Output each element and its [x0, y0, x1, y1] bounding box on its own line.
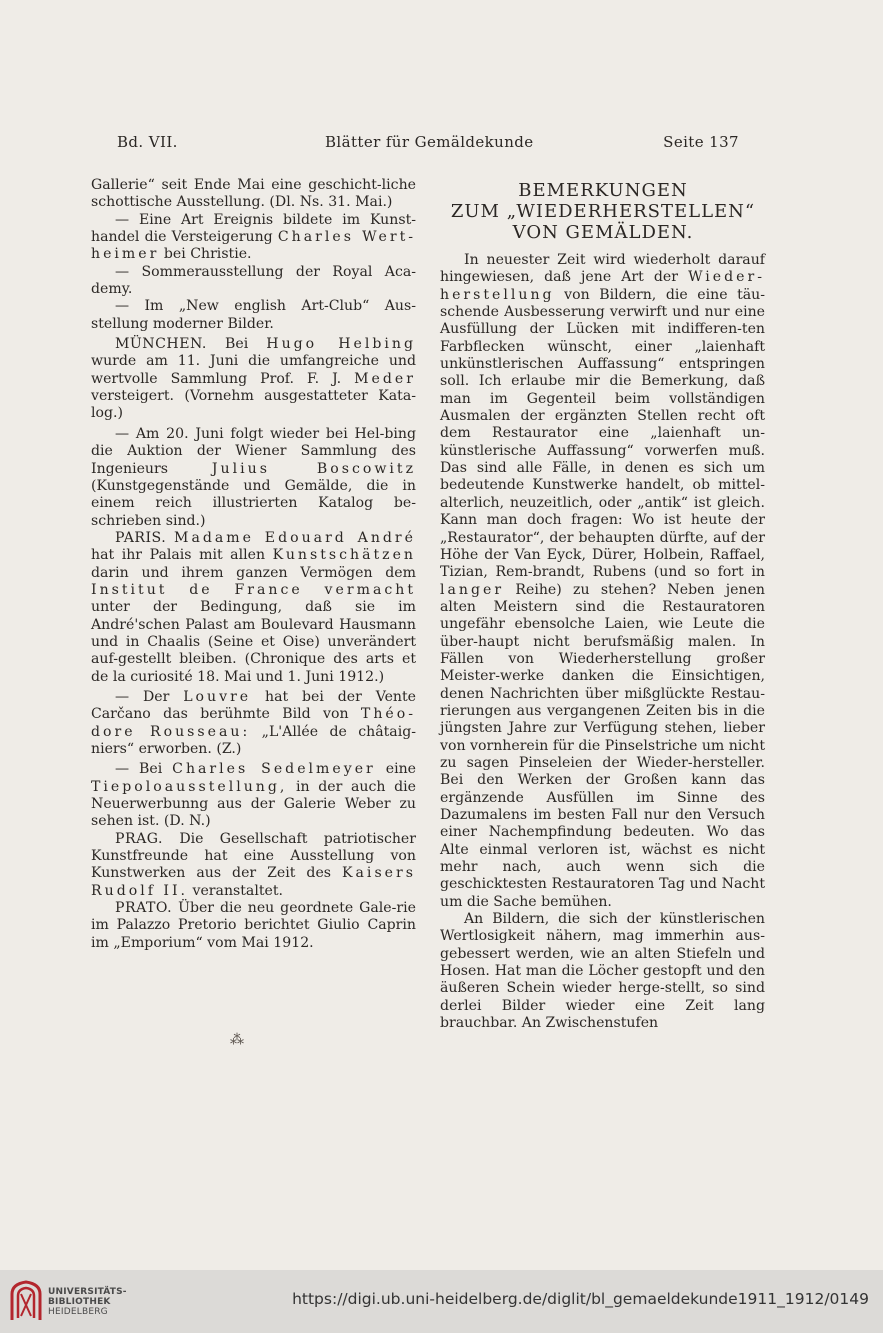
paragraph-restoration: In neuester Zeit wird wiederholt darauf hingewiesen, daß jene Art der Wieder-herstellung von Bildern, die eine täu-schende Ausbesserung verwirft und nur eine Ausfüllung der Lücken mit indifferen-ten Farbflecken wünscht, einer „laienhaft unkünstlerischen Auffassung“ entspringen soll. Ich erlaube mir die Bemerkung, daß man im Gegenteil beim vollständigen Ausmalen der ergänzten Stellen recht oft dem Restaurator eine „laienhaft un-künstlerische Auffassung“ vorwerfen muß. Das sind alle Fälle, in denen es sich um bedeutende Kunstwerke handelt, ob mittel-alterlich, neuzeitlich, oder „antik“ ist gleich. Kann man doch fragen: Wo ist heute der „Restaurator“, der behaupten dürfte, auf der Höhe der Van Eyck, Dürer, Holbein, Raffael, Tizian, Rem-brandt, Rubens (und so fort in langer Reihe) zu stehen? Neben jenen alten Meistern sind die Restauratoren ungefähr ebensolche Laien, wie Leute die über-haupt nicht berufsmäßig malen. In Fällen von Wiederherstellung großer Meister-werke danken die Einsichtigen, denen Nachrichten über mißglückte Restau-rierungen aus vergangenen Zeiten bis in die jüngsten Jahre zur Verfügung stehen, lieber von vornherein für die Pinselstriche um nicht zu sagen Pinseleien der Wieder-hersteller. Bei den Werken der Großen kann das ergänzende Ausfüllen im Sinne des Dazumalens im besten Fall nur den Versuch einer Nachempfindung bedeuten. Wo das Alte einmal verloren ist, wächst es nicht mehr nach, auch wenn sich die geschicktesten Restauratoren Tag und Nacht um die Sache bemühen. — [440, 252, 766, 910]
name-louvre: Louvre — [183, 688, 252, 705]
city-paris: PARIS. — [115, 529, 167, 546]
paragraph-boscowitz: — Am 20. Juni folgt wieder bei Hel-bing die Auktion der Wiener Sammlung des Ingenieurs Julius Boscowitz (Kunstgegenstände und Gemälde, die in einem reich illustrierten Katalog be-schrieben sind.) — [91, 425, 416, 529]
name-andre: Madame Edouard André — [174, 529, 417, 546]
paragraph-royal-academy: — Sommerausstellung der Royal Aca-demy. — [91, 263, 416, 298]
heidelberg-library-logo-icon — [9, 1280, 43, 1322]
heading-line-1: BEMERKUNGEN — [518, 180, 688, 201]
city-prato: PRATO. — [115, 900, 173, 917]
name-tiepolo: Tiepoloausstellung, — [91, 778, 288, 795]
paragraph-paris: PARIS. Madame Edouard André hat ihr Palais mit allen Kunstschätzen darin und ihrem ganzen Vermögen dem Institut de France vermacht unter der Bedingung, daß sie im André'schen Palast am Boulevard Hausmann und in Chaalis (Seine et Oise) unverändert auf-gestellt bleiben. (Chronique des arts et de la curiosité 18. Mai und 1. Juni 1912.) — [91, 529, 417, 685]
paragraph-art-club: — Im „New english Art-Club“ Aus-stellung moderner Bilder. — [91, 298, 416, 332]
right-column — [440, 252, 765, 1032]
library-name: UNIVERSITÄTS- BIBLIOTHEK HEIDELBERG — [48, 1287, 127, 1317]
heading-line-2: ZUM „WIEDERHERSTELLEN“ — [450, 201, 756, 222]
permalink-url[interactable]: https://digi.ub.uni-heidelberg.de/diglit/bl_gemaeldekunde1911_1912/0149 — [292, 1290, 869, 1308]
paragraph-gallery: Gallerie“ seit Ende Mai eine geschicht-liche schottische Ausstellung. (Dl. Ns. 31. Mai.) — [91, 177, 416, 211]
paragraph-worthless-pictures: An Bildern, die sich der künstlerischen Wertlosigkeit nähern, mag immerhin aus-gebessert werden, wie an alten Stiefeln und Hosen. Hat man die Löcher gestopft und den äußeren Schein wieder herge-stellt, so sind derlei Bilder wieder eine Zeit lang brauchbar. An Zwischenstufen — [440, 911, 765, 1032]
paragraph-wertheimer: — Eine Art Ereignis bildete im Kunst-handel die Versteigerung Charles Wert-heimer bei Christie. — [91, 211, 416, 263]
name-helbing: Hugo Helbing — [266, 336, 417, 353]
name-rousseau: Théo-dore Rousseau: — [91, 706, 416, 740]
page-number: Seite 137 — [663, 133, 739, 151]
name-rudolf: Kaisers Rudolf II. — [91, 865, 416, 899]
paragraph-prag: PRAG. Die Gesellschaft patriotischer Kunstfreunde hat eine Ausstellung von Kunstwerken aus der Zeit des Kaisers Rudolf II. veranstaltet. — [91, 830, 416, 899]
paragraph-sedelmeyer: — Bei Charles Sedelmeyer eine Tiepoloausstellung, in der auch die Neuerwerbunng aus der Galerie Weber zu sehen ist. (D. N.) — [91, 761, 417, 830]
paragraph-muenchen: MÜNCHEN. Bei Hugo Helbing wurde am 11. Juni die umfangreiche und wertvolle Sammlung Prof. F. J. Meder versteigert. (Vornehm ausgestatteter Kata-log.) — [91, 336, 417, 422]
term-langer: langer — [440, 581, 505, 598]
paragraph-louvre: — Der Louvre hat bei der Vente Carčano das berühmte Bild von Théo-dore Rousseau: „L'Allée de châtaig-niers“ erworben. (Z.) — [91, 688, 416, 757]
name-boscowitz: Julius Boscowitz — [211, 460, 416, 477]
name-sedelmeyer: Charles Sedelmeyer — [172, 761, 376, 778]
ornament-icon: ⁂ — [230, 1032, 244, 1048]
journal-title: Blätter für Gemäldekunde — [325, 133, 534, 151]
name-meder: Meder — [354, 370, 416, 387]
volume-label: Bd. VII. — [117, 133, 178, 151]
heading-line-3: VON GEMÄLDEN. — [512, 222, 694, 243]
paragraph-prato: PRATO. Über die neu geordnete Gale-rie im Palazzo Pretorio berichtet Giulio Caprin im „Emporium“ vom Mai 1912. — [91, 900, 416, 951]
left-column — [91, 177, 416, 952]
city-muenchen: MÜNCHEN. — [115, 336, 207, 353]
city-prag: PRAG. — [115, 830, 164, 847]
term-wiederherstellung: Wieder-herstellung — [440, 269, 766, 303]
article-heading — [433, 180, 773, 243]
library-footer-bar — [0, 1270, 883, 1333]
name-wertheimer: Charles Wert-heimer — [91, 229, 416, 263]
